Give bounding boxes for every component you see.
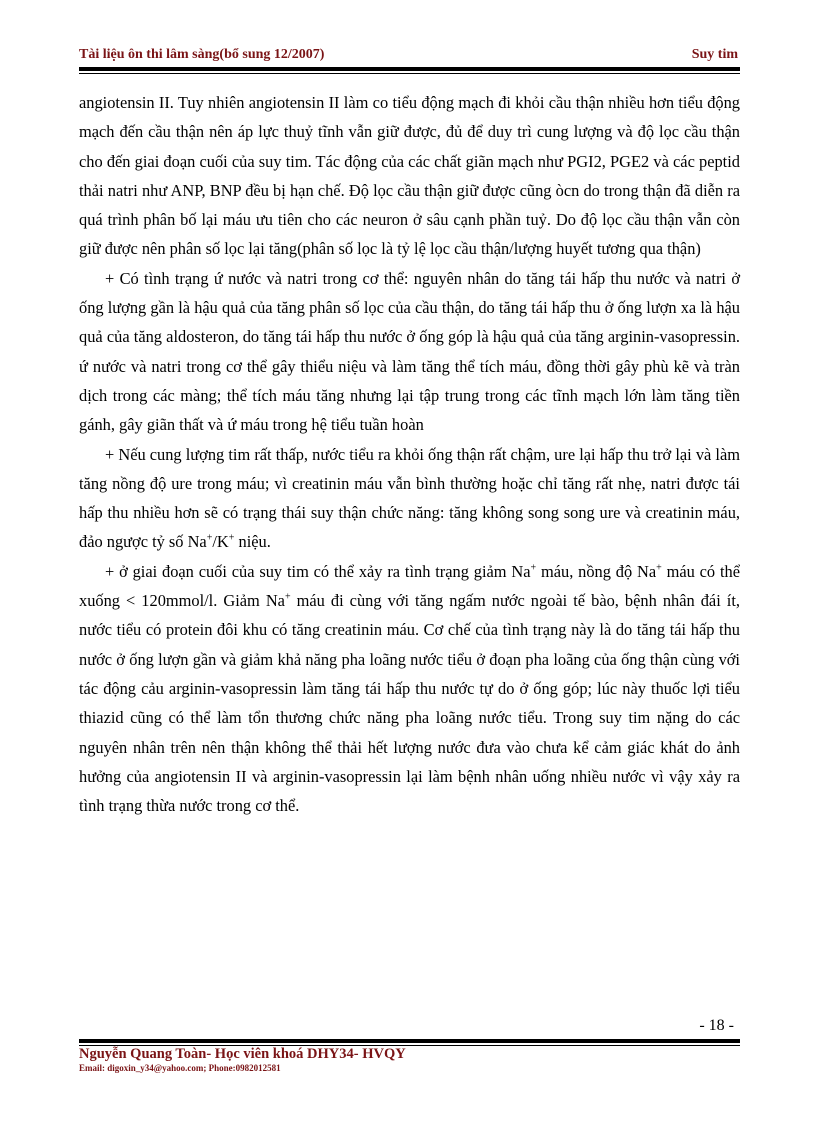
paragraph-4-b: máu, nồng độ Na xyxy=(536,561,657,581)
superscript: + xyxy=(284,591,291,603)
footer-contact: Email: digoxin_y34@yahoo.com; Phone:0982012581 xyxy=(79,1063,281,1073)
footer-author: Nguyễn Quang Toàn- Học viên khoá DHY34- HVQY xyxy=(79,1046,406,1062)
paragraph-1: angiotensin II. Tuy nhiên angiotensin II làm co tiểu động mạch đi khỏi cầu thận nhiều hơn tiểu động mạch đến cầu thận nên áp lực thuỷ tĩnh vẫn giữ được, đủ để duy trì cung lượng và độ lọc cầu thận cho đến giai đoạn cuối của suy tim. Tác động của các chất giãn mạch như PGI2, PGE2 và các peptid thải natri như ANP, BNP đều bị hạn chế. Độ lọc cầu thận giữ được cũng òcn do trong thận đã diễn ra quá trình phân bố lại máu ưu tiên cho các neuron ở sâu cạnh phần tuỷ. Do độ lọc cầu thận vẫn còn giữ được nên phân số lọc lại tăng(phân số lọc là tỷ lệ lọc cầu thận/lượng huyết tương qua thận) xyxy=(79,93,740,259)
superscript: + xyxy=(206,532,213,544)
superscript: + xyxy=(656,562,662,574)
paragraph-4 xyxy=(79,557,740,821)
page-header xyxy=(79,47,738,67)
header-title: Tài liệu ôn thi lâm sàng(bổ sung 12/2007) xyxy=(79,47,325,62)
paragraph-3 xyxy=(79,440,740,557)
header-rule-thick xyxy=(79,67,740,71)
paragraph-4-d: máu đi cùng với tăng ngấm nước ngoài tế bào, bệnh nhân đái ít, nước tiểu có protein đôi khu có tăng creatinin máu. Cơ chế của tình trạng này là do tăng tái hấp thu nước ở ống lượn gần và giảm khả năng pha loãng nước tiểu ở đoạn pha loãng của ống thận cùng với tác động cảu arginin-vasopressin làm tăng tái hấp thu nước tự do ở ống góp; lúc này thuốc lợi tiểu thiazid cũng có thể làm tổn thương chức năng pha loãng nước tiểu. Trong suy tim nặng do các nguyên nhân trên nên thận không thể thải hết lượng nước đưa vào chưa kể cảm giác khát do ảnh hưởng của angiotensin II và arginin-vasopressin lại làm bệnh nhân uống nhiều nước vì vậy xảy ra tình trạng thừa nước trong cơ thể. xyxy=(79,591,740,816)
superscript: + xyxy=(530,562,537,574)
paragraph-3-text: + Nếu cung lượng tim rất thấp, nước tiểu ra khỏi ống thận rất chậm, ure lại hấp thu trở lại và làm tăng nồng độ ure trong máu; vì creatinin máu vẫn bình thường hoặc chỉ tăng rất nhẹ, natri được tái hấp thu nhiều hơn sẽ có trạng thái suy thận chức năng: tăng không song song ure và creatinin máu, đảo ngược tỷ số Na xyxy=(79,444,740,552)
page-number: - 18 - xyxy=(699,1017,734,1034)
superscript: + xyxy=(228,532,235,544)
document-body xyxy=(79,88,740,820)
paragraph-3-mid: /K xyxy=(212,532,229,552)
header-section: Suy tim xyxy=(691,47,738,62)
paragraph-4-a: + ở giai đoạn cuối của suy tim có thể xảy ra tình trạng giảm Na xyxy=(105,561,531,581)
paragraph-4-c: máu có thể xuống < 120mmol/l. Giảm Na xyxy=(79,561,740,611)
header-rule-thin xyxy=(79,73,740,74)
paragraph-2: + Có tình trạng ứ nước và natri trong cơ thể: nguyên nhân do tăng tái hấp thu nước và natri ở ống lượng gần là hậu quả của tăng phân số lọc của cầu thận, do tăng tái hấp thu ở ống lượn xa là hậu quả của tăng aldosteron, do tăng tái hấp thu nước ở ống góp là hậu quả của tăng arginin-vasopressin. ứ nước và natri trong cơ thể gây thiểu niệu và làm tăng thể tích máu, đồng thời gây phù kẽ và tràn dịch trong các màng; thể tích máu tăng nhưng lại tập trung trong các tĩnh mạch lớn làm tăng tiền gánh, gây giãn thất và ứ máu trong hệ tiểu tuần hoàn xyxy=(79,268,740,435)
footer-rule-thick xyxy=(79,1039,740,1043)
paragraph-3-end: niệu. xyxy=(234,532,271,552)
